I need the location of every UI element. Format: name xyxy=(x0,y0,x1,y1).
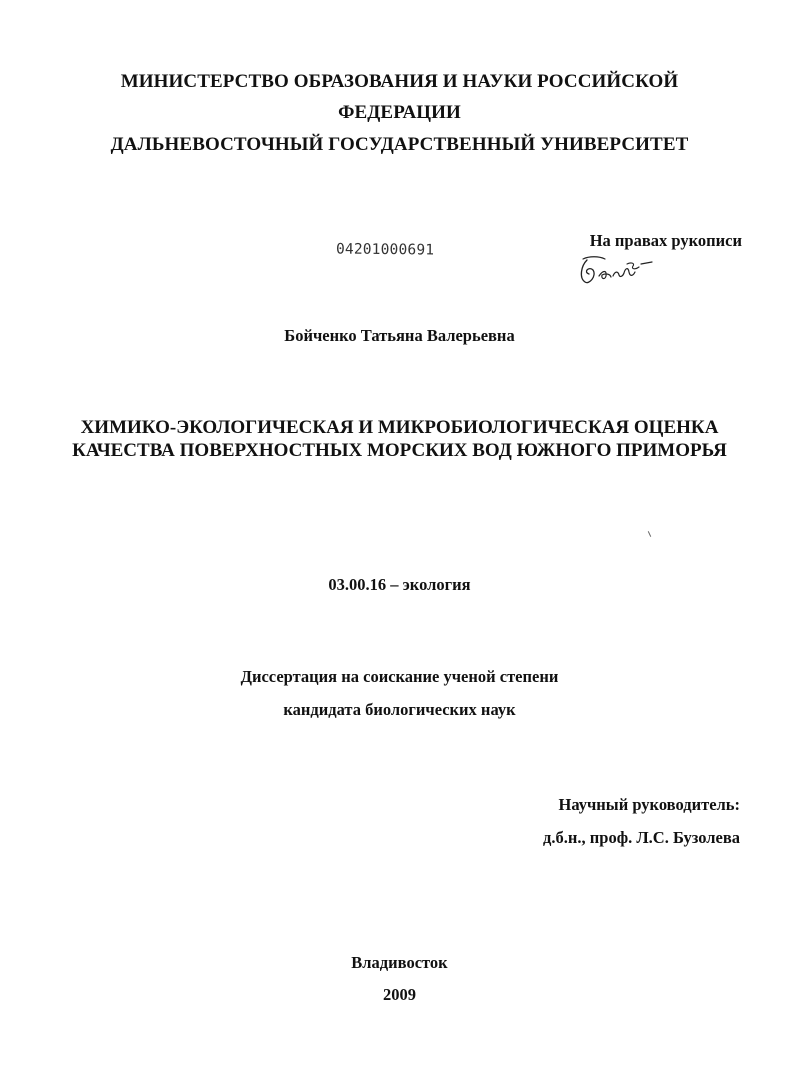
thesis-title-line-1: ХИМИКО-ЭКОЛОГИЧЕСКАЯ И МИКРОБИОЛОГИЧЕСКАЯ ОЦЕНКА xyxy=(80,417,719,438)
university-name: ДАЛЬНЕВОСТОЧНЫЙ ГОСУДАРСТВЕННЫЙ УНИВЕРСИТЕТ xyxy=(110,134,689,155)
manuscript-rights-label: На правах рукописи xyxy=(589,231,742,250)
scan-speck xyxy=(648,531,651,537)
degree-line-2: кандидата биологических наук xyxy=(283,700,516,719)
degree-line-1: Диссертация на соискание ученой степени xyxy=(240,667,559,686)
year: 2009 xyxy=(383,985,416,1004)
city: Владивосток xyxy=(351,953,448,972)
handwritten-signature xyxy=(575,252,655,290)
supervisor-label: Научный руководитель: xyxy=(558,795,740,814)
supervisor-name: д.б.н., проф. Л.С. Бузолева xyxy=(543,828,740,847)
thesis-title-line-2: КАЧЕСТВА ПОВЕРХНОСТНЫХ МОРСКИХ ВОД ЮЖНОГО ПРИМОРЬЯ xyxy=(72,440,727,461)
archive-number-stamp: 04201000691 xyxy=(335,241,435,259)
author-name: Бойченко Татьяна Валерьевна xyxy=(284,326,515,345)
specialty-code: 03.00.16 – экология xyxy=(328,575,471,594)
ministry-line-2: ФЕДЕРАЦИИ xyxy=(338,102,461,123)
ministry-line-1: МИНИСТЕРСТВО ОБРАЗОВАНИЯ И НАУКИ РОССИЙСКОЙ xyxy=(120,71,679,92)
